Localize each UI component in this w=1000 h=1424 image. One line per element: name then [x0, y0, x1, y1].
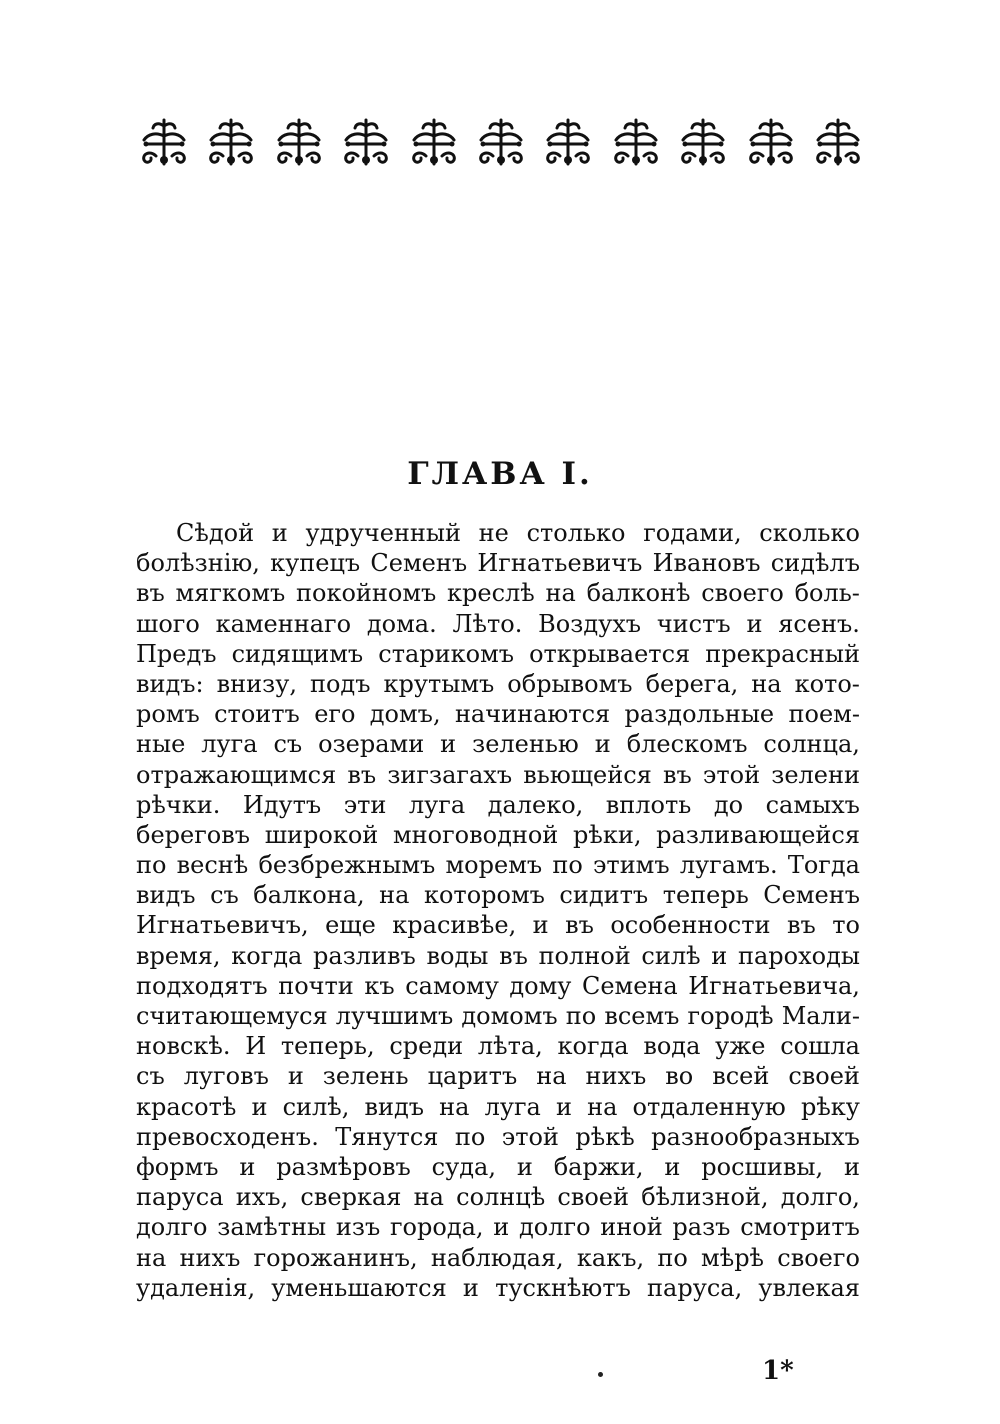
fleuron-icon — [136, 114, 192, 170]
ornamental-header-band — [136, 112, 866, 172]
print-speck — [598, 1372, 603, 1377]
fleuron-icon — [406, 114, 462, 170]
text-line: формъ и размѣровъ суда, и баржи, и росшивы, и — [136, 1152, 860, 1181]
text-line: подходятъ почти къ самому дому Семена Игнатьевича, — [136, 971, 860, 1000]
text-line: рѣчки. Идутъ эти луга далеко, вплоть до самыхъ — [136, 790, 860, 819]
text-line: ные луга съ озерами и зеленью и блескомъ солнца, — [136, 730, 860, 759]
text-line: береговъ широкой многоводной рѣки, разливающейся — [136, 820, 860, 849]
text-line: Игнатьевичъ, еще красивѣе, и въ особенности въ то — [136, 911, 860, 940]
text-line: красотѣ и силѣ, видъ на луга и на отдаленную рѣку — [136, 1092, 860, 1121]
text-line: время, когда разливъ воды въ полной силѣ и пароходы — [136, 941, 860, 970]
text-line: Сѣдой и удрученный не столько годами, сколько — [176, 519, 860, 547]
text-line: новскѣ. И теперь, среди лѣта, когда вода уже сошла — [136, 1032, 860, 1061]
chapter-title: ГЛАВА I. — [407, 456, 593, 492]
fleuron-icon — [271, 114, 327, 170]
text-line: паруса ихъ, сверкая на солнцѣ своей бѣлизной, долго, — [136, 1183, 860, 1212]
text-line: шого каменнаго дома. Лѣто. Воздухъ чистъ и ясенъ. — [136, 609, 860, 638]
fleuron-icon — [473, 114, 529, 170]
text-line: считающемуся лучшимъ домомъ по всемъ городѣ Мали- — [136, 1002, 860, 1030]
text-line: видъ: внизу, подъ крутымъ обрывомъ берега, на кото- — [136, 669, 860, 698]
fleuron-icon — [810, 114, 866, 170]
text-line: удаленія, уменьшаются и тускнѣютъ паруса, увлекая — [136, 1273, 860, 1302]
page-number: 1* — [762, 1356, 794, 1386]
text-line: Предъ сидящимъ старикомъ открывается прекрасный — [136, 639, 860, 668]
fleuron-icon — [608, 114, 664, 170]
text-line: на нихъ горожанинъ, наблюдая, какъ, по мѣрѣ своего — [136, 1243, 860, 1272]
fleuron-icon — [540, 114, 596, 170]
text-line: отражающимся въ зигзагахъ вьющейся въ этой зелени — [136, 760, 860, 789]
text-line: болѣзнію, купецъ Семенъ Игнатьевичъ Ивановъ сидѣлъ — [136, 549, 860, 578]
chapter-paragraph — [136, 518, 860, 1303]
fleuron-icon — [743, 114, 799, 170]
text-line: видъ съ балкона, на которомъ сидитъ теперь Семенъ — [136, 881, 860, 910]
text-line: долго замѣтны изъ города, и долго иной разъ смотритъ — [136, 1213, 860, 1242]
text-line: съ луговъ и зелень царитъ на нихъ во всей своей — [136, 1062, 860, 1091]
fleuron-icon — [338, 114, 394, 170]
fleuron-icon — [675, 114, 731, 170]
fleuron-icon — [203, 114, 259, 170]
text-line: по веснѣ безбрежнымъ моремъ по этимъ лугамъ. Тогда — [136, 851, 860, 880]
text-line: ромъ стоитъ его домъ, начинаются раздольные поем- — [136, 700, 860, 729]
text-line: въ мягкомъ покойномъ креслѣ на балконѣ своего боль- — [136, 579, 860, 608]
text-line: превосходенъ. Тянутся по этой рѣкѣ разнообразныхъ — [136, 1122, 860, 1151]
